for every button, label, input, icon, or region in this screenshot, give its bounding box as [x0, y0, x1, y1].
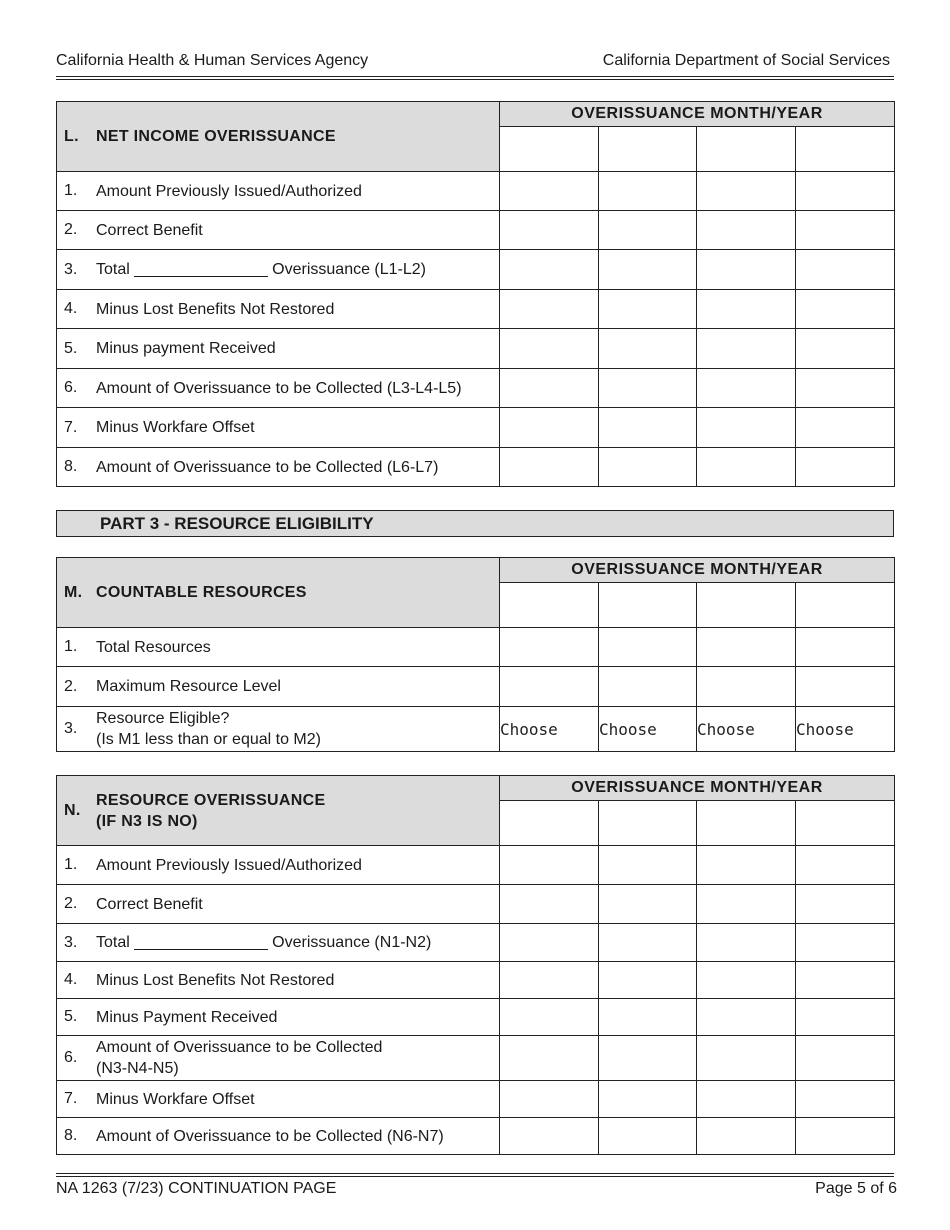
- amount-input[interactable]: [599, 250, 697, 290]
- amount-input[interactable]: [500, 290, 599, 329]
- month-year-input[interactable]: [796, 801, 895, 846]
- amount-input[interactable]: [599, 211, 697, 250]
- section-letter: N.: [64, 801, 81, 819]
- amount-input[interactable]: [599, 1036, 697, 1081]
- amount-input[interactable]: [500, 846, 599, 885]
- row-label: [57, 999, 500, 1036]
- row-text: Amount of Overissuance to be Collected (L6-L7): [96, 458, 439, 476]
- month-year-header: OVERISSUANCE MONTH/YEAR: [500, 558, 895, 583]
- row-text: Amount Previously Issued/Authorized: [96, 182, 362, 200]
- row-number: 1.: [64, 638, 78, 655]
- department-name: California Department of Social Services: [602, 52, 890, 69]
- amount-input[interactable]: [500, 885, 599, 924]
- section-title: RESOURCE OVERISSUANCE: [96, 791, 326, 809]
- row-label: [57, 885, 500, 924]
- amount-input[interactable]: [796, 408, 895, 448]
- amount-input[interactable]: [697, 1036, 796, 1081]
- footer-rule: [56, 1173, 894, 1174]
- row-label: [57, 962, 500, 999]
- row-text: Resource Eligible?: [96, 710, 230, 727]
- amount-input[interactable]: [796, 667, 895, 707]
- amount-input[interactable]: [697, 369, 796, 408]
- amount-input[interactable]: [599, 628, 697, 667]
- month-year-input[interactable]: [697, 583, 796, 628]
- amount-input[interactable]: [697, 628, 796, 667]
- amount-input[interactable]: [697, 250, 796, 290]
- amount-input[interactable]: [599, 846, 697, 885]
- header-rule-2: [56, 79, 894, 80]
- row-text: Total _______________ Overissuance (L1-L2): [96, 261, 427, 278]
- month-year-input[interactable]: [500, 583, 599, 628]
- amount-input[interactable]: [796, 924, 895, 962]
- row-text-sub: (N3-N4-N5): [96, 1060, 179, 1077]
- row-number: 8.: [64, 1127, 78, 1144]
- row-text: Amount Previously Issued/Authorized: [96, 856, 362, 874]
- section-title: COUNTABLE RESOURCES: [96, 583, 307, 601]
- amount-input[interactable]: [599, 369, 697, 408]
- amount-input[interactable]: [500, 172, 599, 211]
- amount-input[interactable]: [599, 667, 697, 707]
- part3-banner: [56, 510, 894, 537]
- amount-input[interactable]: [697, 408, 796, 448]
- amount-input[interactable]: [697, 290, 796, 329]
- row-number: 2.: [64, 221, 78, 238]
- row-text: Maximum Resource Level: [96, 678, 281, 695]
- form-id: NA 1263 (7/23) CONTINUATION PAGE: [56, 1180, 337, 1197]
- row-label: [57, 369, 500, 408]
- amount-input[interactable]: [500, 1081, 599, 1118]
- amount-input[interactable]: [796, 1081, 895, 1118]
- section-subtitle: (IF N3 IS NO): [96, 812, 198, 830]
- row-label: [57, 924, 500, 962]
- row-number: 4.: [64, 971, 78, 988]
- net-income-overissuance-table: [56, 101, 895, 487]
- agency-name: California Health & Human Services Agency: [56, 52, 369, 69]
- amount-input[interactable]: [796, 250, 895, 290]
- amount-input[interactable]: [697, 999, 796, 1036]
- row-label: [57, 329, 500, 369]
- amount-input[interactable]: [599, 172, 697, 211]
- row-number: 2.: [64, 895, 78, 912]
- row-label: [57, 211, 500, 250]
- row-label: [57, 846, 500, 885]
- amount-input[interactable]: [796, 1036, 895, 1081]
- row-label: [57, 408, 500, 448]
- footer-rule-2: [56, 1176, 894, 1177]
- row-number: 2.: [64, 677, 78, 695]
- amount-input[interactable]: [796, 885, 895, 924]
- amount-input[interactable]: [500, 329, 599, 369]
- amount-input[interactable]: [697, 448, 796, 487]
- page-number: Page 5 of 6: [815, 1180, 897, 1197]
- resource-eligible-select[interactable]: Choose: [796, 707, 895, 752]
- row-label: [57, 448, 500, 487]
- amount-input[interactable]: [599, 1081, 697, 1118]
- amount-input[interactable]: [796, 448, 895, 487]
- row-label: [57, 707, 500, 752]
- section-letter: L.: [64, 127, 79, 145]
- row-label: [57, 1118, 500, 1155]
- resource-eligible-select[interactable]: Choose: [697, 707, 796, 752]
- row-number: 7.: [64, 418, 78, 436]
- amount-input[interactable]: [697, 329, 796, 369]
- row-number: 4.: [64, 300, 78, 317]
- amount-input[interactable]: [697, 667, 796, 707]
- section-title: NET INCOME OVERISSUANCE: [96, 127, 336, 145]
- amount-input[interactable]: [500, 962, 599, 999]
- resource-overissuance-table: [56, 775, 895, 1155]
- amount-input[interactable]: [796, 1118, 895, 1155]
- amount-input[interactable]: [796, 962, 895, 999]
- amount-input[interactable]: [599, 290, 697, 329]
- amount-input[interactable]: [796, 846, 895, 885]
- amount-input[interactable]: [500, 1036, 599, 1081]
- row-number: 3.: [64, 260, 78, 278]
- row-text: Correct Benefit: [96, 221, 203, 239]
- amount-input[interactable]: [500, 369, 599, 408]
- row-text: Minus Lost Benefits Not Restored: [96, 300, 335, 318]
- amount-input[interactable]: [500, 999, 599, 1036]
- row-text: Minus payment Received: [96, 340, 276, 357]
- row-number: 5.: [64, 1008, 78, 1025]
- amount-input[interactable]: [500, 408, 599, 448]
- amount-input[interactable]: [599, 1118, 697, 1155]
- row-number: 3.: [64, 720, 78, 737]
- month-year-input[interactable]: [599, 127, 697, 172]
- amount-input[interactable]: [599, 999, 697, 1036]
- row-text: Amount of Overissuance to be Collected (L3-L4-L5): [96, 379, 462, 397]
- row-text: Total _______________ Overissuance (N1-N2): [96, 934, 432, 951]
- amount-input[interactable]: [697, 846, 796, 885]
- row-text: Amount of Overissuance to be Collected (N6-N7): [96, 1127, 444, 1145]
- row-number: 7.: [64, 1090, 78, 1107]
- row-text: Total Resources: [96, 638, 211, 656]
- month-year-input[interactable]: [697, 127, 796, 172]
- amount-input[interactable]: [500, 211, 599, 250]
- row-label: [57, 1081, 500, 1118]
- amount-input[interactable]: [599, 962, 697, 999]
- month-year-header: OVERISSUANCE MONTH/YEAR: [500, 776, 895, 801]
- row-number: 5.: [64, 339, 78, 357]
- amount-input[interactable]: [796, 369, 895, 408]
- amount-input[interactable]: [697, 924, 796, 962]
- row-text-sub: (Is M1 less than or equal to M2): [96, 731, 321, 748]
- row-label: [57, 667, 500, 707]
- row-number: 3.: [64, 933, 78, 951]
- month-year-input[interactable]: [796, 583, 895, 628]
- resource-eligible-select[interactable]: Choose: [599, 707, 697, 752]
- month-year-input[interactable]: [500, 801, 599, 846]
- amount-input[interactable]: [599, 408, 697, 448]
- month-year-input[interactable]: [599, 583, 697, 628]
- row-label: [57, 172, 500, 211]
- amount-input[interactable]: [796, 628, 895, 667]
- section-letter: M.: [64, 583, 83, 601]
- row-text: Minus Lost Benefits Not Restored: [96, 971, 335, 989]
- amount-input[interactable]: [599, 924, 697, 962]
- row-label: [57, 628, 500, 667]
- amount-input[interactable]: [796, 172, 895, 211]
- countable-resources-table: [56, 557, 895, 752]
- month-year-input[interactable]: [796, 127, 895, 172]
- row-number: 8.: [64, 458, 78, 475]
- amount-input[interactable]: [697, 1081, 796, 1118]
- row-text: Minus Payment Received: [96, 1008, 278, 1026]
- amount-input[interactable]: [500, 628, 599, 667]
- amount-input[interactable]: [796, 999, 895, 1036]
- row-text: Minus Workfare Offset: [96, 419, 255, 436]
- amount-input[interactable]: [500, 667, 599, 707]
- resource-eligible-select[interactable]: Choose: [500, 707, 599, 752]
- amount-input[interactable]: [697, 1118, 796, 1155]
- row-text: Minus Workfare Offset: [96, 1090, 255, 1108]
- row-label: [57, 290, 500, 329]
- amount-input[interactable]: [697, 962, 796, 999]
- row-number: 1.: [64, 856, 78, 873]
- month-year-input[interactable]: [697, 801, 796, 846]
- amount-input[interactable]: [697, 211, 796, 250]
- amount-input[interactable]: [697, 172, 796, 211]
- row-number: 1.: [64, 182, 78, 199]
- header-rule: [56, 76, 894, 77]
- month-year-header: OVERISSUANCE MONTH/YEAR: [500, 102, 895, 127]
- month-year-input[interactable]: [500, 127, 599, 172]
- row-label: [57, 250, 500, 290]
- row-text: Amount of Overissuance to be Collected: [96, 1039, 383, 1056]
- amount-input[interactable]: [796, 211, 895, 250]
- part3-title: PART 3 - RESOURCE ELIGIBILITY: [100, 514, 374, 533]
- amount-input[interactable]: [500, 448, 599, 487]
- amount-input[interactable]: [599, 448, 697, 487]
- amount-input[interactable]: [796, 290, 895, 329]
- month-year-input[interactable]: [599, 801, 697, 846]
- section-m-title: [57, 558, 500, 628]
- row-text: Correct Benefit: [96, 895, 203, 913]
- amount-input[interactable]: [500, 250, 599, 290]
- row-label: [57, 1036, 500, 1081]
- amount-input[interactable]: [796, 329, 895, 369]
- amount-input[interactable]: [599, 329, 697, 369]
- section-l-title: [57, 102, 500, 172]
- section-n-title: [57, 776, 500, 846]
- amount-input[interactable]: [697, 885, 796, 924]
- amount-input[interactable]: [599, 885, 697, 924]
- amount-input[interactable]: [500, 1118, 599, 1155]
- row-number: 6.: [64, 1049, 78, 1066]
- amount-input[interactable]: [500, 924, 599, 962]
- row-number: 6.: [64, 379, 78, 396]
